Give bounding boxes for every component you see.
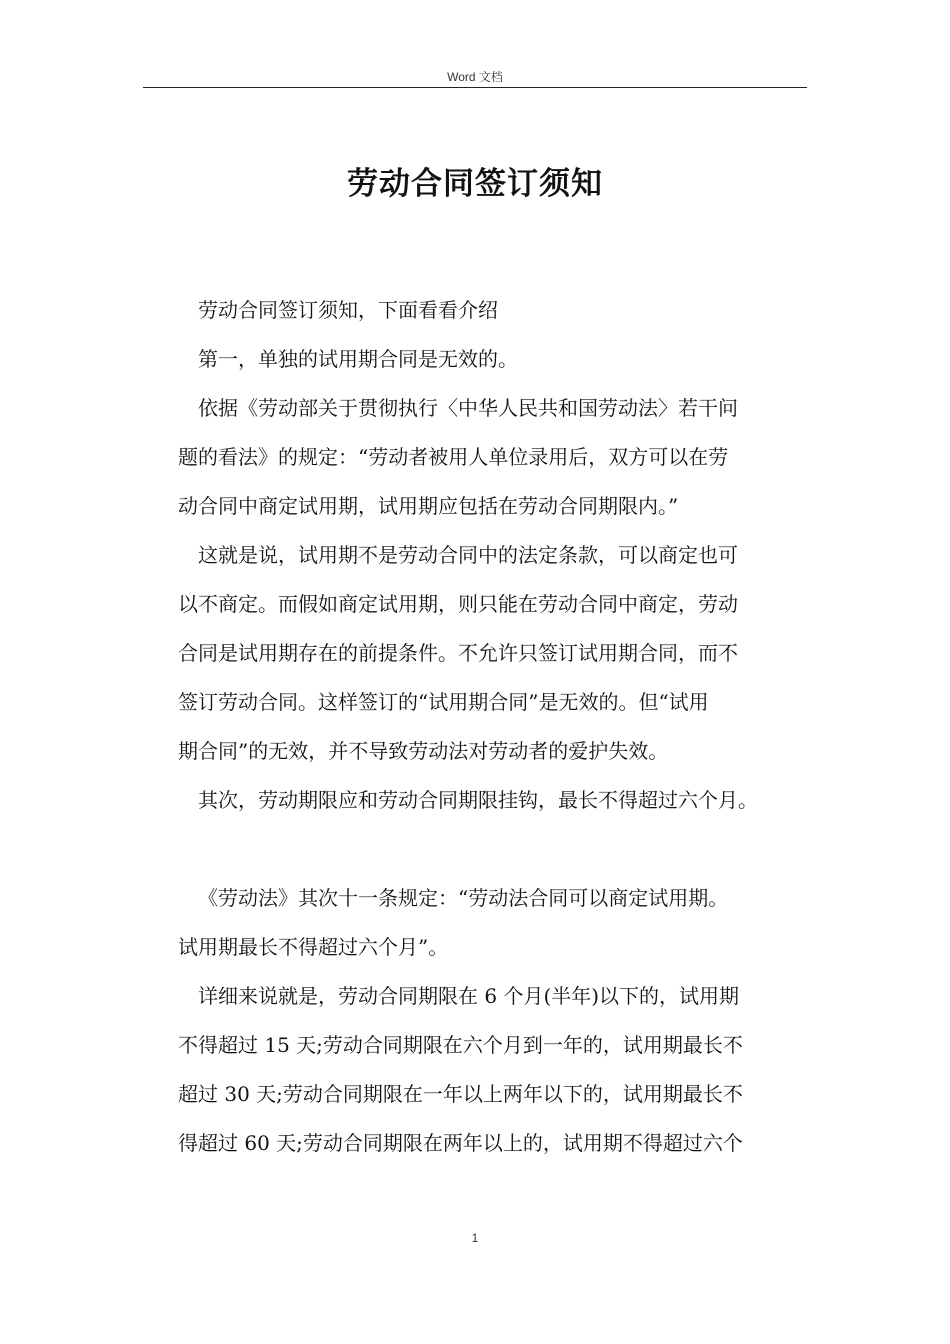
paragraph-point-one: 第一，单独的试用期合同是无效的。: [198, 347, 518, 371]
header-label: Word 文档: [447, 70, 503, 84]
paragraph-line: 得超过 60 天;劳动合同期限在两年以上的，试用期不得超过六个: [178, 1131, 743, 1155]
paragraph-line: 试用期最长不得超过六个月”。: [178, 935, 449, 959]
paragraph-line: 合同是试用期存在的前提条件。不允许只签订试用期合同，而不: [178, 641, 738, 665]
paragraph-intro: 劳动合同签订须知，下面看看介绍: [198, 298, 498, 322]
paragraph-line: 《劳动法》其次十一条规定：“劳动法合同可以商定试用期。: [198, 886, 729, 910]
document-title: 劳动合同签订须知: [347, 166, 603, 202]
paragraph-line: 详细来说就是，劳动合同期限在 6 个月(半年)以下的，试用期: [198, 984, 740, 1008]
document-body: [178, 291, 818, 1173]
paragraph-line: 以不商定。而假如商定试用期，则只能在劳动合同中商定，劳动: [178, 592, 738, 616]
paragraph-line: 超过 30 天;劳动合同期限在一年以上两年以下的，试用期最长不: [178, 1082, 743, 1106]
paragraph-line: 依据《劳动部关于贯彻执行〈中华人民共和国劳动法〉若干问: [198, 396, 738, 420]
paragraph-line: 动合同中商定试用期，试用期应包括在劳动合同期限内。”: [178, 494, 679, 518]
paragraph-line: 题的看法》的规定：“劳动者被用人单位录用后，双方可以在劳: [178, 445, 729, 469]
page-number: 1: [471, 1231, 479, 1245]
paragraph-spacer: [178, 830, 818, 879]
paragraph-line: 期合同”的无效，并不导致劳动法对劳动者的爱护失效。: [178, 739, 669, 763]
paragraph-point-two: 其次，劳动期限应和劳动合同期限挂钩，最长不得超过六个月。: [198, 788, 758, 812]
header-divider: [143, 87, 807, 88]
paragraph-line: 签订劳动合同。这样签订的“试用期合同”是无效的。但“试用: [178, 690, 709, 714]
paragraph-line: 这就是说，试用期不是劳动合同中的法定条款，可以商定也可: [198, 543, 738, 567]
paragraph-line: 不得超过 15 天;劳动合同期限在六个月到一年的，试用期最长不: [178, 1033, 743, 1057]
